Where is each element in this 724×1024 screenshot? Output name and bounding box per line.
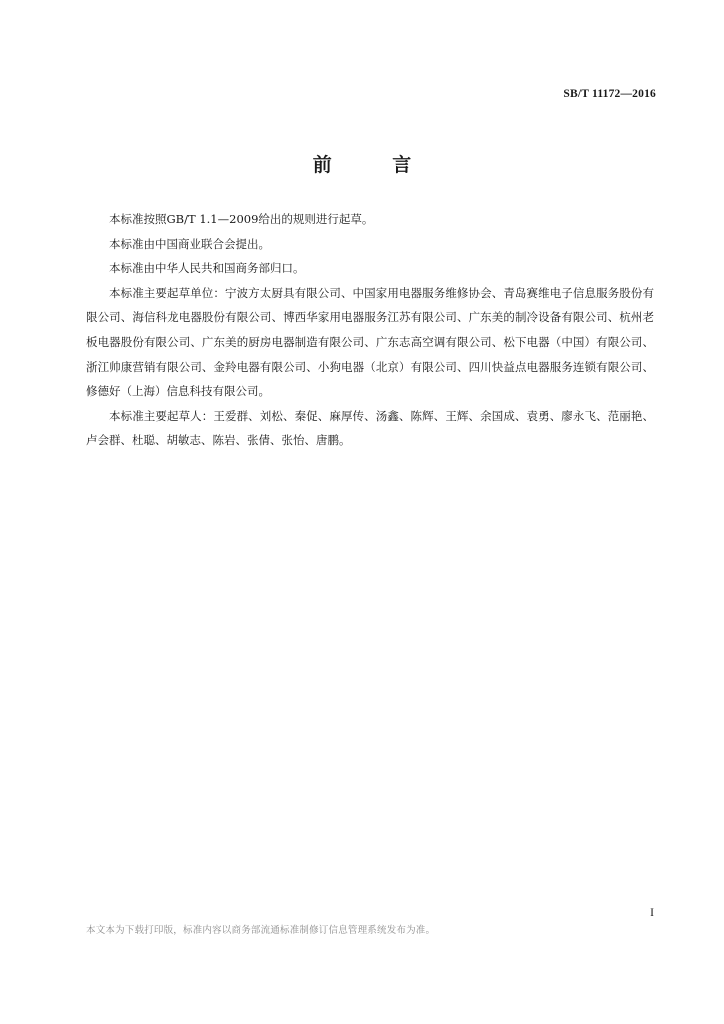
paragraph-proposer: 本标准由中国商业联合会提出。 bbox=[109, 236, 270, 251]
paragraph-drafters: 本标准主要起草人：王爱群、刘松、秦促、麻厚传、汤鑫、陈辉、王辉、余国成、袁勇、廖永飞、范丽艳、卢会群、杜聪、胡敏志、陈岩、张倩、张怡、唐鹏。 bbox=[86, 408, 654, 448]
page-number: I bbox=[650, 907, 654, 919]
paragraph-drafting-rules: 本标准按照GB/T 1.1—2009给出的规则进行起草。 bbox=[109, 212, 374, 226]
download-note: 本文本为下载打印版，标准内容以商务部流通标准制修订信息管理系统发布为准。 bbox=[86, 925, 436, 936]
page-title: 前 言 bbox=[312, 154, 439, 176]
foreword-body bbox=[86, 207, 654, 453]
paragraph-drafting-organizations: 本标准主要起草单位：宁波方太厨具有限公司、中国家用电器服务维修协会、青岛赛维电子信息服务股份有限公司、海信科龙电器股份有限公司、博西华家用电器服务江苏有限公司、广东美的制冷设备有限公司、杭州老板电器股份有限公司、广东美的厨房电器制造有限公司、广东志高空调有限公司、松下电器（中国）有限公司、浙江帅康营销有限公司、金羚电器有限公司、小狗电器（北京）有限公司、四川快益点电器服务连锁有限公司、修德好（上海）信息科技有限公司。 bbox=[86, 285, 654, 399]
standard-code: SB/T 11172—2016 bbox=[563, 88, 656, 100]
paragraph-administrator: 本标准由中华人民共和国商务部归口。 bbox=[109, 261, 305, 276]
